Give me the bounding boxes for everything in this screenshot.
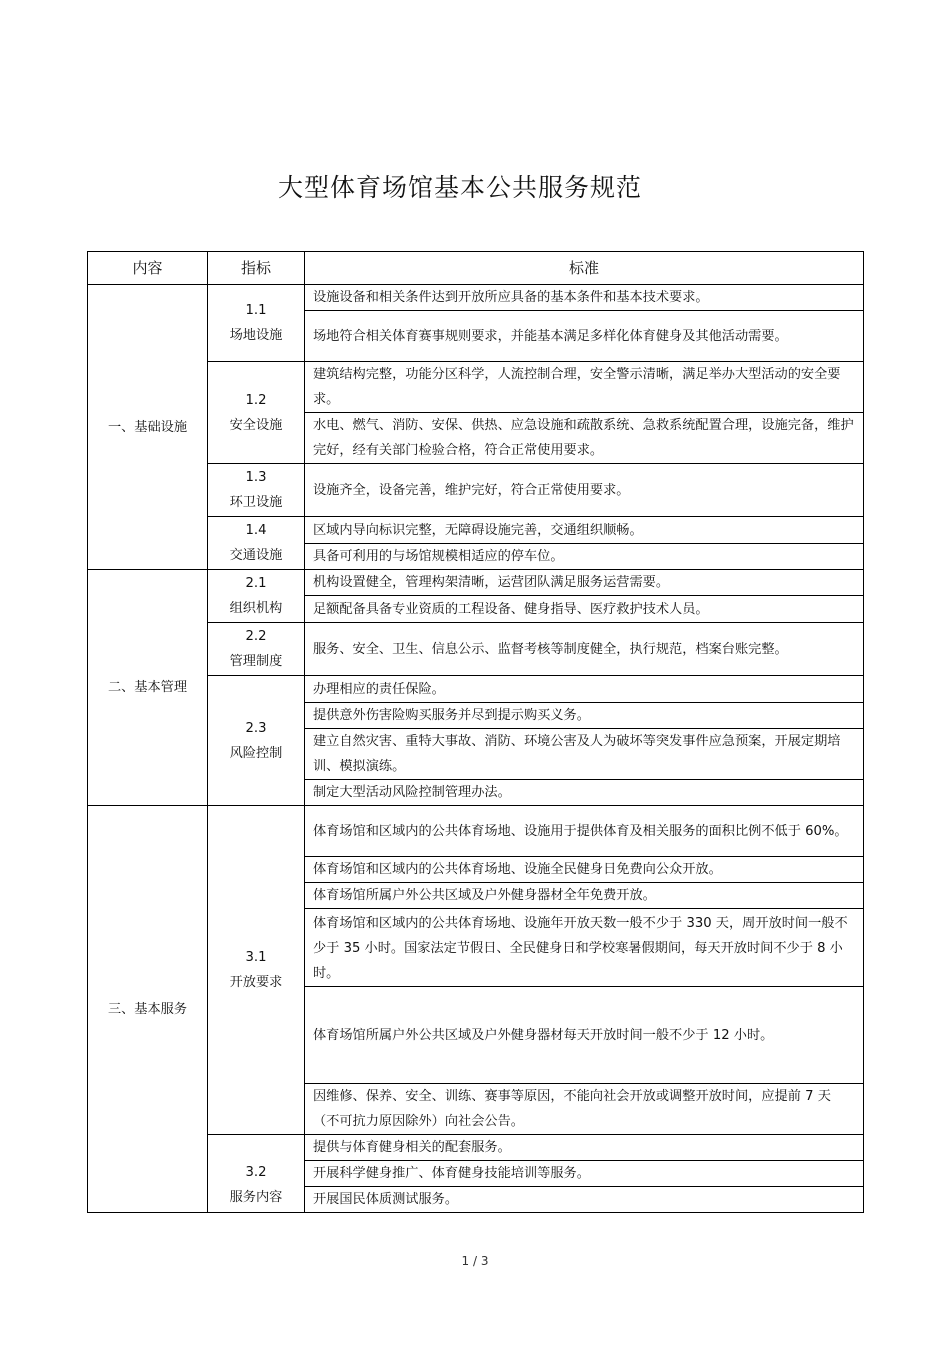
standard-cell: 设施设备和相关条件达到开放所应具备的基本条件和基本技术要求。 — [305, 285, 864, 311]
indicator-name: 安全设施 — [229, 417, 283, 433]
indicator-1-3 — [208, 464, 305, 517]
header-content: 内容 — [88, 252, 208, 285]
standard-cell: 建立自然灾害、重特大事故、消防、环境公害及人为破坏等突发事件应急预案，开展定期培训、模拟演练。 — [305, 729, 864, 780]
standard-cell: 办理相应的责任保险。 — [305, 676, 864, 703]
indicator-code: 2.3 — [245, 720, 267, 736]
indicator-code: 2.1 — [245, 576, 267, 591]
category-basic-service: 三、基本服务 — [88, 806, 208, 1213]
indicator-name: 场地设施 — [229, 328, 283, 343]
document-title: 大型体育场馆基本公共服务规范 — [277, 173, 642, 202]
indicator-2-1 — [208, 570, 305, 623]
table-row — [88, 570, 864, 596]
header-standard: 标准 — [305, 252, 864, 285]
indicator-name: 组织机构 — [229, 601, 283, 616]
indicator-1-4 — [208, 517, 305, 570]
indicator-2-2 — [208, 623, 305, 676]
indicator-name: 管理制度 — [229, 654, 283, 669]
indicator-3-2 — [208, 1135, 305, 1213]
indicator-3-1 — [208, 806, 305, 1135]
category-infrastructure: 一、基础设施 — [88, 285, 208, 570]
standard-cell: 提供与体育健身相关的配套服务。 — [305, 1135, 864, 1161]
indicator-code: 1.1 — [245, 303, 267, 318]
indicator-1-2 — [208, 362, 305, 464]
table-row — [88, 285, 864, 311]
indicator-code: 2.2 — [245, 629, 267, 644]
category-management: 二、基本管理 — [88, 570, 208, 806]
indicator-name: 风险控制 — [229, 745, 283, 761]
standard-cell: 区域内导向标识完整，无障碍设施完善，交通组织顺畅。 — [305, 517, 864, 544]
indicator-code: 3.2 — [245, 1165, 267, 1180]
standard-cell: 体育场馆和区域内的公共体育场地、设施用于提供体育及相关服务的面积比例不低于 60%。 — [305, 806, 864, 857]
table-header-row — [88, 252, 864, 285]
standard-cell: 建筑结构完整，功能分区科学，人流控制合理，安全警示清晰，满足举办大型活动的安全要求。 — [305, 362, 864, 413]
standard-cell: 服务、安全、卫生、信息公示、监督考核等制度健全，执行规范，档案台账完整。 — [305, 623, 864, 676]
standard-cell: 提供意外伤害险购买服务并尽到提示购买义务。 — [305, 703, 864, 729]
indicator-1-1 — [208, 285, 305, 362]
page-number: 1 / 3 — [461, 1254, 489, 1268]
standard-cell: 设施齐全，设备完善，维护完好，符合正常使用要求。 — [305, 464, 864, 517]
standard-cell: 场地符合相关体育赛事规则要求，并能基本满足多样化体育健身及其他活动需要。 — [305, 311, 864, 362]
indicator-code: 1.2 — [245, 392, 267, 408]
indicator-2-3 — [208, 676, 305, 806]
indicator-name: 交通设施 — [229, 548, 283, 563]
indicator-code: 1.4 — [245, 523, 267, 538]
standard-cell: 水电、燃气、消防、安保、供热、应急设施和疏散系统、急救系统配置合理，设施完备，维护完好，经有关部门检验合格，符合正常使用要求。 — [305, 413, 864, 464]
indicator-name: 服务内容 — [229, 1190, 283, 1205]
service-standard-table — [87, 251, 864, 1213]
indicator-name: 环卫设施 — [229, 495, 283, 510]
indicator-code: 3.1 — [245, 950, 267, 965]
standard-cell: 体育场馆所属户外公共区域及户外健身器材每天开放时间一般不少于 12 小时。 — [305, 987, 864, 1084]
standard-cell: 体育场馆和区域内的公共体育场地、设施年开放天数一般不少于 330 天，周开放时间一般不少于 35 小时。国家法定节假日、全民健身日和学校寒暑假期间，每天开放时间不少于 8 小时。 — [305, 909, 864, 987]
standard-cell: 体育场馆和区域内的公共体育场地、设施全民健身日免费向公众开放。 — [305, 857, 864, 883]
standard-cell: 体育场馆所属户外公共区域及户外健身器材全年免费开放。 — [305, 883, 864, 909]
standard-cell: 因维修、保养、安全、训练、赛事等原因，不能向社会开放或调整开放时间，应提前 7 天（不可抗力原因除外）向社会公告。 — [305, 1084, 864, 1135]
standard-cell: 开展国民体质测试服务。 — [305, 1187, 864, 1213]
header-indicator: 指标 — [208, 252, 305, 285]
standard-cell: 开展科学健身推广、体育健身技能培训等服务。 — [305, 1161, 864, 1187]
standard-cell: 机构设置健全，管理构架清晰，运营团队满足服务运营需要。 — [305, 570, 864, 596]
indicator-code: 1.3 — [245, 470, 267, 485]
indicator-name: 开放要求 — [229, 975, 283, 990]
table-row — [88, 806, 864, 857]
standard-cell: 制定大型活动风险控制管理办法。 — [305, 780, 864, 806]
standard-cell: 具备可利用的与场馆规模相适应的停车位。 — [305, 544, 864, 570]
standard-cell: 足额配备具备专业资质的工程设备、健身指导、医疗救护技术人员。 — [305, 596, 864, 623]
